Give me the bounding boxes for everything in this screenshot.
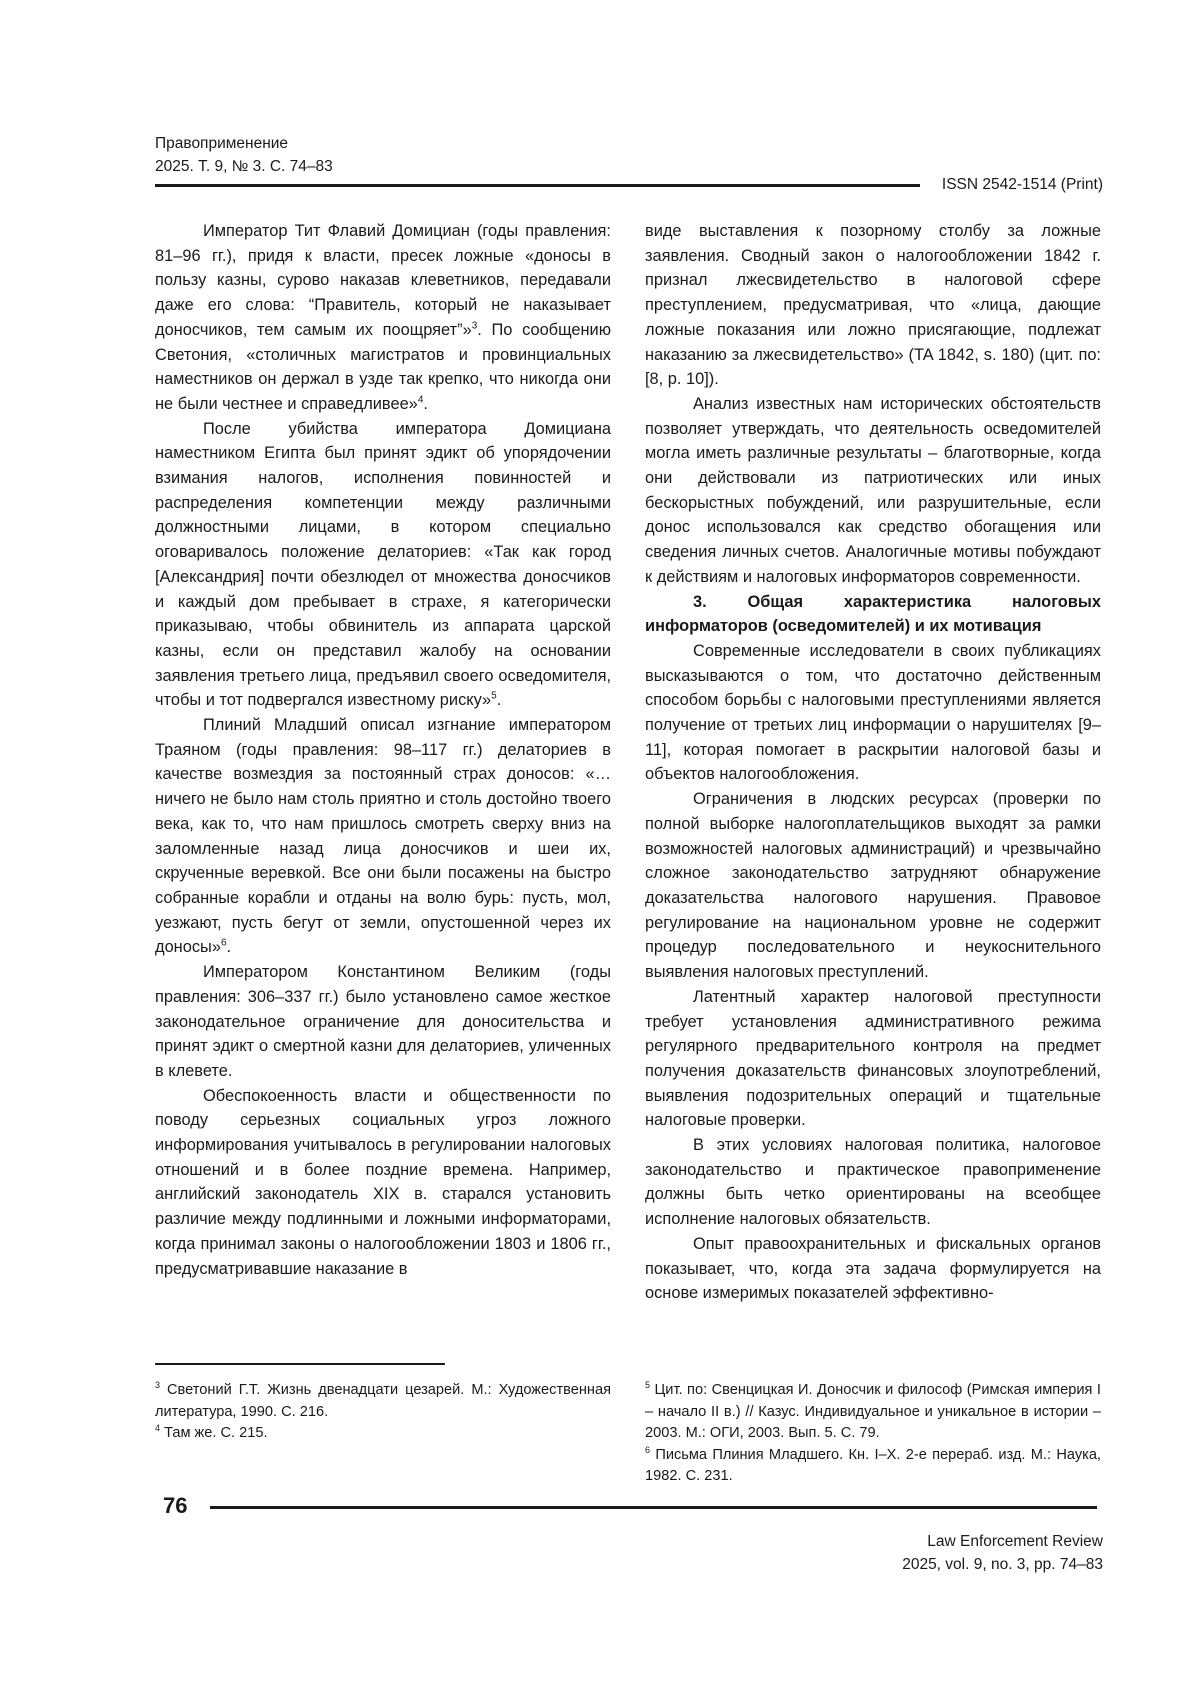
footnote-rule bbox=[155, 1363, 445, 1365]
header-rule bbox=[155, 184, 920, 187]
issue-info: 2025. Т. 9, № 3. С. 74–83 bbox=[155, 158, 333, 175]
footnote-ref[interactable]: 5 bbox=[491, 690, 497, 702]
footnotes-right bbox=[645, 1380, 1101, 1488]
paragraph: В этих условиях налоговая политика, налоговое законодательство и практическое правоприменение должны быть четко ориентированы на всеобщее исполнение налоговых обязательств. bbox=[645, 1136, 1101, 1229]
paragraph: Современные исследователи в своих публикациях высказываются о том, что достаточно действенным способом борьбы с налоговыми преступлениями является получение от третьих лиц информации о нарушителях [9–11], которая помогает в раскрытии налоговой базы и объектов налогообложения. bbox=[645, 641, 1101, 784]
paragraph: Опыт правоохранительных и фискальных органов показывает, что, когда эта задача формулируется на основе измеримых показателей эффективно- bbox=[645, 1234, 1101, 1303]
paragraph: Обеспокоенность власти и общественности по поводу серьезных социальных угроз ложного информирования учитывалось в регулировании налоговых отношений и в более поздние времена. Например, английский законодатель XIX в. старался установить различие между подлинными и ложными информаторами, когда принимал законы о налогообложении 1803 и 1806 гг., предусматривавшие наказание в bbox=[155, 1086, 611, 1278]
journal-title: Правоприменение bbox=[155, 135, 289, 152]
running-footer bbox=[902, 1530, 1103, 1576]
paragraph: Плиний Младший описал изгнание императором Траяном (годы правления: 98–117 гг.) делаториев в качестве возмездия за постоянный страх доносов: «…ничего не было нам столь приятно и столь достойно твоего века, как то, что нам пришлось смотреть сверху вниз на заломленные назад лица доносчиков и шеи их, скрученные веревкой. Все они были посажены на быстро собранные корабли и отданы на волю бурь: пусть, мол, уезжают, пусть бегут от земли, опустошенной через их доносы»$^6$. bbox=[155, 716, 611, 957]
footer-rule bbox=[210, 1506, 1097, 1509]
footnote: $^6$ Письма Плиния Младшего. Кн. I–X. 2-е перераб. изд. М.: Наука, 1982. С. 231. bbox=[645, 1444, 1101, 1484]
footnote: $^4$ Там же. С. 215. bbox=[155, 1423, 268, 1441]
paragraph: Латентный характер налоговой преступности требует установления административного режима регулярного предварительного контроля на предмет получения доказательств финансовых злоупотреблений, выявления подозрительных операций и тщательные налоговые проверки. bbox=[645, 987, 1101, 1130]
right-column bbox=[645, 219, 1101, 1306]
issn: ISSN 2542-1514 (Print) bbox=[941, 176, 1103, 193]
paragraph: виде выставления к позорному столбу за ложные заявления. Сводный закон о налогообложении 1842 г. признал лжесвидетельство в налоговой сфере преступлением, предусматривая, что «лица, дающие ложные показания или ложно присягающие, подлежат наказанию за лжесвидетельство» (TA 1842, s. 180) (цит. по: [8, p. 10]). bbox=[645, 222, 1101, 389]
paragraph: После убийства императора Домициана наместником Египта был принят эдикт об упорядочении взимания налогов, исполнения повинностей и распределения компетенции между различными должностными лицами, в котором специально оговаривалось положение делаториев: «Так как город [Александрия] почти обезлюдел от множества доносчиков и каждый дом пребывает в страхе, я категорически приказываю, чтобы обвинитель из аппарата царской казны, если он представил жалобу на основании заявления третьего лица, предъявил своего осведомителя, чтобы и тот подвергался известному риску»$^5$. bbox=[155, 419, 611, 710]
page-number: 76 bbox=[163, 1493, 188, 1518]
paragraph: Анализ известных нам исторических обстоятельств позволяет утверждать, что деятельность осведомителей могла иметь различные результаты – благотворные, когда они действовали из патриотических или иных бескорыстных побуждений, или разрушительные, если донос использовался как средство обогащения или сведения личных счетов. Аналогичные мотивы побуждают к действиям и налоговых информаторов современности. bbox=[645, 394, 1101, 586]
section-heading: 3. Общая характеристика налоговых информаторов (осведомителей) и их мотивация bbox=[645, 592, 1101, 636]
issue-info-en: 2025, vol. 9, no. 3, pp. 74–83 bbox=[902, 1556, 1103, 1573]
footnote: $^5$ Цит. по: Свенцицкая И. Доносчик и философ (Римская империя I – начало II в.) // Казус. Индивидуальное и уникальное в истории – 2003. М.: ОГИ, 2003. Вып. 5. С. 79. bbox=[645, 1380, 1101, 1441]
footnote: $^3$ Светоний Г.Т. Жизнь двенадцати цезарей. М.: Художественная литература, 1990. С. 216. bbox=[155, 1380, 611, 1420]
paragraph: Императором Константином Великим (годы правления: 306–337 гг.) было установлено самое жесткое законодательное ограничение для доносительства и принят эдикт о смертной казни для делаториев, уличенных в клевете. bbox=[155, 963, 611, 1080]
paragraph: Император Тит Флавий Домициан (годы правления: 81–96 гг.), придя к власти, пресек ложные «доносы в пользу казны, сурово наказав клеветников, передавали даже его слова: “Правитель, который не наказывает доносчиков, тем самым их поощряет”»$^3$. По сообщению Светония, «столичных магистратов и провинциальных наместников он держал в узде так крепко, что никогда они не были честнее и справедливее»$^4$. bbox=[155, 222, 611, 413]
footnotes-left bbox=[155, 1380, 611, 1445]
left-column bbox=[155, 219, 611, 1281]
running-header bbox=[155, 132, 333, 178]
footnote-ref[interactable]: 3 bbox=[471, 320, 478, 332]
journal-title-en: Law Enforcement Review bbox=[927, 1533, 1103, 1550]
footnote-ref[interactable]: 6 bbox=[220, 937, 227, 949]
paragraph: Ограничения в людских ресурсах (проверки по полной выборке налогоплательщиков выходят за рамки возможностей налоговых администраций) и чрезвычайно сложное законодательство затрудняют обнаружение доказательства налогового нарушения. Правовое регулирование на национальном уровне не содержит процедур последовательного и неукоснительного выявления налоговых преступлений. bbox=[645, 790, 1101, 982]
footnote-ref[interactable]: 4 bbox=[417, 394, 424, 406]
